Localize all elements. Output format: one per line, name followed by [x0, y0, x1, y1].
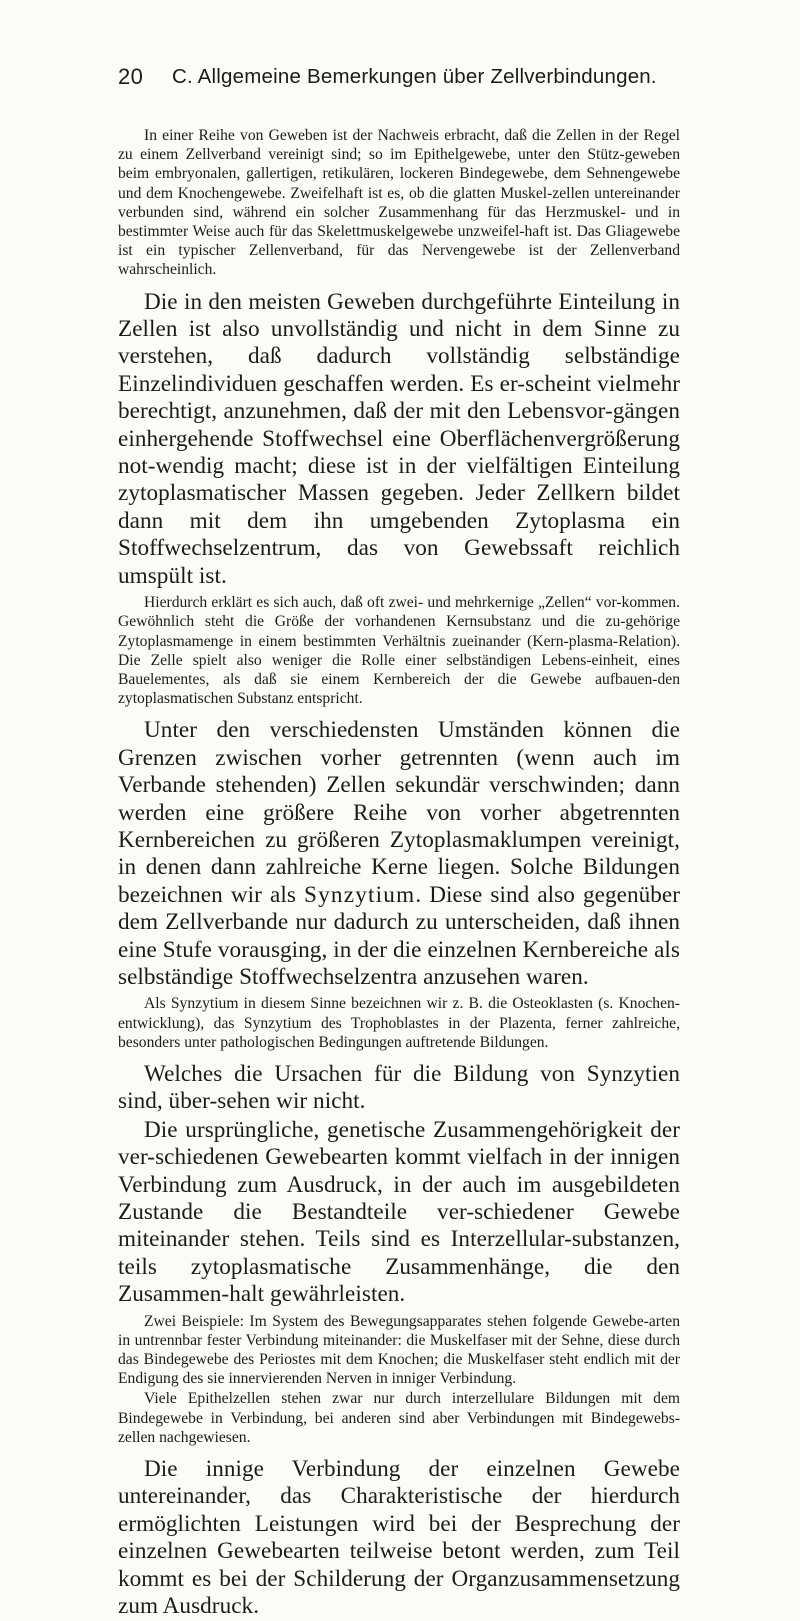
paragraph-large-5: Die innige Verbindung der einzelnen Gewebe untereinander, das Charakteristische der hierdurch ermöglichten Leistungen wird bei der Besprechung der einzelnen Gewebearten teilweise betont werden, zum Teil kommt es bei der Schilderung der Organzusammensetzung zum Ausdruck. — [118, 1456, 680, 1620]
paragraph-small-5: Viele Epithelzellen stehen zwar nur durch interzellulare Bildungen mit dem Bindegewebe in Verbindung, bei anderen sind aber Verbindungen mit Bindegewebs-zellen nachgewiesen. — [118, 1390, 680, 1446]
paragraph-large-2-text-after: . Diese sind also gegenüber dem Zellverbande nur dadurch zu unterscheiden, daß ihnen eine Stufe vorausging, in der die einzelnen Kernbereiche als selbständige Stoffwechselzentra anzusehen waren. — [118, 881, 681, 990]
paragraph-small-4: Zwei Beispiele: Im System des Bewegungsapparates stehen folgende Gewebe-arten in untrennbar fester Verbindung miteinander: die Muskelfaser mit der Sehne, diese durch das Bindegewebe des Periostes mit dem Knochen; die Muskelfaser steht endlich mit der Endigung des sie innervierenden Nerven in inniger Verbindung. — [118, 1312, 680, 1388]
paragraph-large-2 — [118, 717, 680, 991]
paragraph-small-2: Hierdurch erklärt es sich auch, daß oft zwei- und mehrkernige „Zellen“ vor-kommen. Gewöhnlich steht die Größe der vorhandenen Kernsubstanz und die zu-gehörige Zytoplasmamenge in einem bestimmten Verhältnis zueinander (Kern-plasma-Relation). Die Zelle spielt also weniger die Rolle einer selbständigen Lebens-einheit, eines Bauelementes, als daß sie einem Kernbereich der die Gewebe aufbauen-den zytoplasmatischen Substanz entspricht. — [118, 594, 680, 708]
paragraph-large-1: Die in den meisten Geweben durchgeführte Einteilung in Zellen ist also unvollständig und nicht in dem Sinne zu verstehen, daß dadurch vollständig selbständige Einzelindividuen geschaffen werden. Es er-scheint vielmehr berechtigt, anzunehmen, daß der mit den Lebensvor-gängen einhergehende Stoffwechsel eine Oberflächenvergrößerung not-wendig macht; diese ist in der vielfältigen Einteilung zytoplasmatischer Massen gegeben. Jeder Zellkern bildet dann mit dem ihn umgebenden Zytoplasma ein Stoffwechselzentrum, das von Gewebssaft reichlich umspült ist. — [118, 288, 680, 589]
paragraph-large-2-text: Unter den verschiedensten Umständen können die Grenzen zwischen vorher getrennten (wenn auch im Verbande stehenden) Zellen sekundär verschwinden; dann werden eine größere Reihe von vorher abgetrennten Kernbereichen zu größeren Zytoplasmaklumpen vereinigt, in denen dann zahlreiche Kerne liegen. Solche Bildungen bezeichnen wir als — [118, 717, 680, 908]
paragraph-small-3: Als Synzytium in diesem Sinne bezeichnen wir z. B. die Osteoklasten (s. Knochen-entwicklung), das Synzytium des Trophoblastes in der Plazenta, ferner zahlreiche, besonders unter pathologischen Bedingungen auftretende Bildungen. — [118, 995, 680, 1051]
synzytium-term: Synzytium — [304, 881, 416, 908]
page-header — [118, 64, 678, 92]
running-title: C. Allgemeine Bemerkungen über Zellverbindungen. — [172, 65, 657, 88]
body-text — [118, 126, 680, 1621]
paragraph-large-4: Die ursprüngliche, genetische Zusammengehörigkeit der ver-schiedenen Gewebearten kommt vielfach in der innigen Verbindung zum Ausdruck, in der auch im ausgebildeten Zustande die Bestandteile ver-schiedener Gewebe miteinander stehen. Teils sind es Interzellular-substanzen, teils zytoplasmatische Zusammenhänge, die den Zusammen-halt gewährleisten. — [118, 1116, 680, 1308]
page-number: 20 — [118, 64, 144, 89]
paragraph-small-1: In einer Reihe von Geweben ist der Nachweis erbracht, daß die Zellen in der Regel zu einem Zellverband vereinigt sind; so im Epithelgewebe, unter den Stütz-geweben beim embryonalen, gallertigen, retikulären, lockeren Bindegewebe, dem Sehnengewebe und dem Knochengewebe. Zweifelhaft ist es, ob die glatten Muskel-zellen untereinander verbunden sind, während ein solcher Zusammenhang für das Herzmuskel- und in bestimmter Weise auch für das Skelettmuskelgewebe unzweifel-haft ist. Das Gliagewebe ist ein typischer Zellenverband, für das Nervengewebe ist der Zellenverband wahrscheinlich. — [118, 127, 680, 279]
paragraph-large-3: Welches die Ursachen für die Bildung von Synzytien sind, über-sehen wir nicht. — [118, 1060, 680, 1115]
